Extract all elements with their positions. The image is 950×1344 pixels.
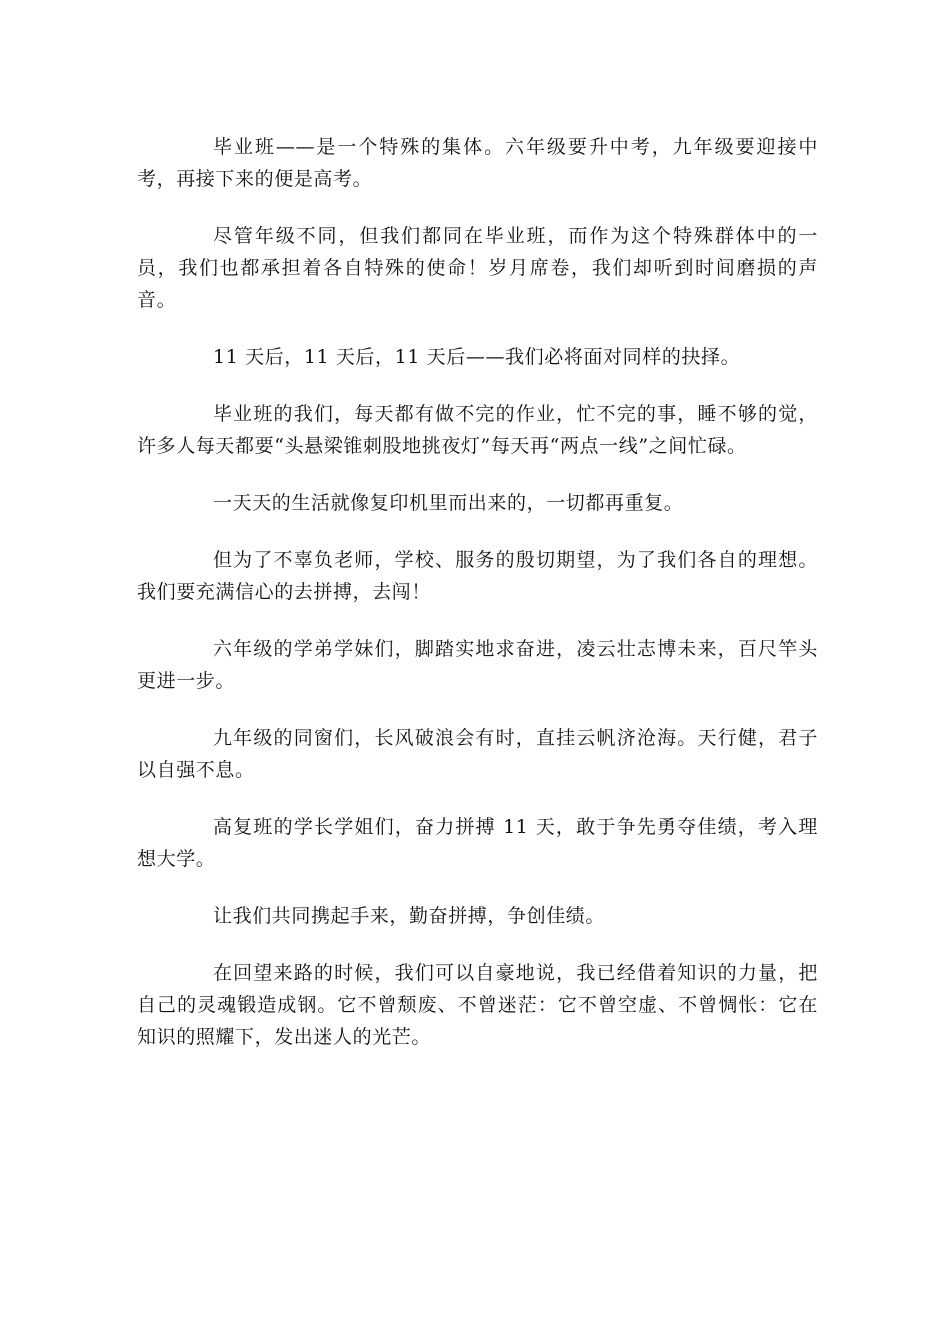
paragraph-10: 让我们共同携起手来，勤奋拼搏，争创佳绩。 (213, 905, 606, 927)
paragraph-5: 一天天的生活就像复印机里而出来的，一切都再重复。 (213, 492, 684, 514)
paragraph-6: 但为了不辜负老师，学校、服务的殷切期望，为了我们各自的理想。我们要充满信心的去拼搏，去闯！ (137, 549, 818, 603)
paragraph-1: 毕业班——是一个特殊的集体。六年级要升中考，九年级要迎接中考，再接下来的便是高考。 (137, 136, 818, 190)
document-body (137, 131, 818, 1078)
paragraph-4: 毕业班的我们，每天都有做不完的作业，忙不完的事，睡不够的觉，许多人每天都要“头悬梁锥刺股地挑夜灯”每天再“两点一线”之间忙碌。 (137, 403, 818, 457)
paragraph-11: 在回望来路的时候，我们可以自豪地说，我已经借着知识的力量，把自己的灵魂锻造成钢。它不曾颓废、不曾迷茫：它不曾空虚、不曾惆怅：它在知识的照耀下，发出迷人的光芒。 (137, 962, 818, 1048)
paragraph-3: 11 天后，11 天后，11 天后——我们必将面对同样的抉择。 (213, 346, 741, 368)
paragraph-8: 九年级的同窗们，长风破浪会有时，直挂云帆济沧海。天行健，君子以自强不息。 (137, 727, 818, 781)
paragraph-7: 六年级的学弟学妹们，脚踏实地求奋进，凌云壮志博未来，百尺竿头更进一步。 (137, 638, 818, 692)
paragraph-9: 高复班的学长学姐们，奋力拼搏 11 天，敢于争先勇夺佳绩，考入理想大学。 (137, 816, 818, 870)
paragraph-2: 尽管年级不同，但我们都同在毕业班，而作为这个特殊群体中的一员，我们也都承担着各自特殊的使命！岁月席卷，我们却听到时间磨损的声音。 (137, 225, 818, 311)
